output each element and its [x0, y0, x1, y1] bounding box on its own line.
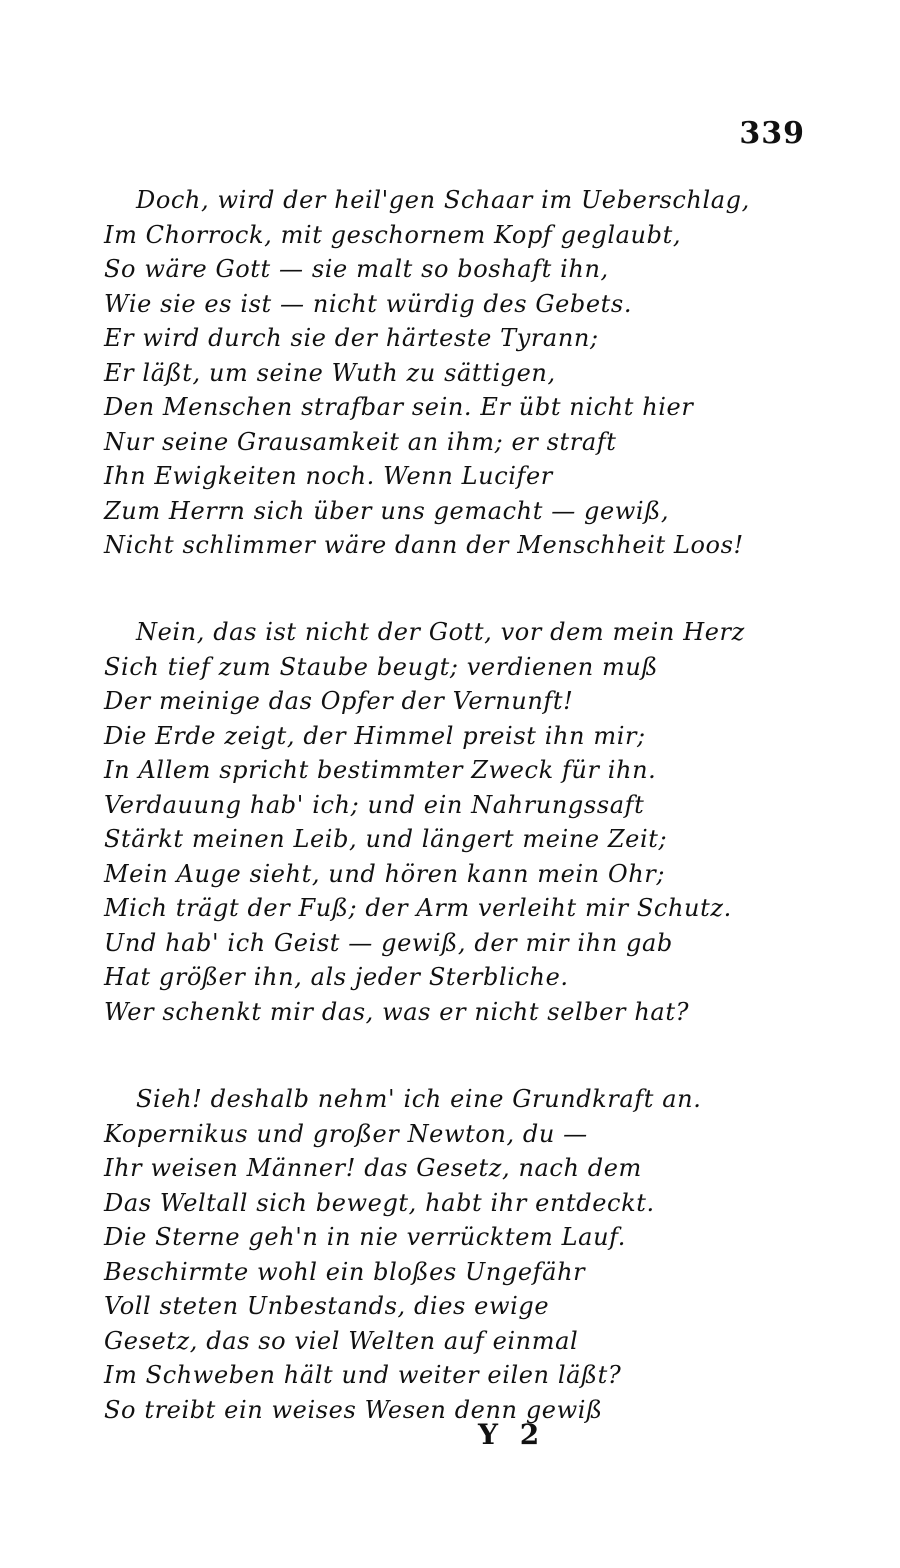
verse-line: Verdauung hab' ich; und ein Nahrungssaft — [104, 790, 645, 819]
verse-line: Voll steten Unbestands, dies ewige — [104, 1292, 550, 1320]
verse-line: Sich tief zum Staube beugt; verdienen muß — [104, 652, 659, 681]
verse-line: Nur seine Grausamkeit an ihm; er straft — [104, 427, 617, 456]
verse-line: Und hab' ich Geist — gewiß, der mir ihn gab — [104, 928, 673, 957]
stanza-1 — [104, 183, 824, 563]
verse-line: So treibt ein weises Wesen denn gewiß — [104, 1395, 603, 1424]
verse-line: Im Schweben hält und weiter eilen läßt? — [104, 1361, 622, 1389]
verse-line: Kopernikus und großer Newton, du — — [104, 1119, 588, 1148]
verse-line: Der meinige das Opfer der Vernunft! — [104, 687, 574, 715]
verse-line: Mein Auge sieht, und hören kann mein Ohr; — [104, 859, 666, 888]
verse-line: Ihr weisen Männer! das Gesetz, nach dem — [104, 1154, 642, 1182]
verse-line: Sieh! deshalb nehm' ich eine Grundkraft an. — [136, 1085, 702, 1113]
stanza-2 — [104, 615, 824, 1029]
signature-mark: Y 2 — [478, 1418, 546, 1451]
verse-line: Doch, wird der heil'gen Schaar im Ueberschlag, — [136, 186, 750, 214]
verse-line: So wäre Gott — sie malt so boshaft ihn, — [104, 255, 609, 283]
verse-line: Das Weltall sich bewegt, habt ihr entdeckt. — [104, 1188, 655, 1217]
verse-line: Ihn Ewigkeiten noch. Wenn Lucifer — [104, 462, 553, 490]
verse-line: Die Sterne geh'n in nie verrücktem Lauf. — [104, 1223, 626, 1251]
verse-line: Den Menschen strafbar sein. Er übt nicht hier — [104, 393, 694, 421]
verse-line: Hat größer ihn, als jeder Sterbliche. — [104, 963, 569, 991]
verse-line: Die Erde zeigt, der Himmel preist ihn mir; — [104, 721, 646, 750]
verse-line: Gesetz, das so viel Welten auf einmal — [104, 1326, 579, 1355]
verse-line: In Allem spricht bestimmter Zweck für ihn. — [104, 756, 657, 784]
verse-line: Mich trägt der Fuß; der Arm verleiht mir Schutz. — [104, 894, 732, 922]
verse-line: Im Chorrock, mit geschornem Kopf geglaubt, — [104, 220, 682, 249]
verse-line: Nicht schlimmer wäre dann der Menschheit Loos! — [104, 531, 744, 559]
verse-line: Zum Herrn sich über uns gemacht — gewiß, — [104, 496, 670, 525]
verse-line: Wer schenkt mir das, was er nicht selber hat? — [104, 997, 690, 1026]
stanza-3 — [104, 1082, 824, 1427]
page-number: 339 — [739, 116, 805, 151]
verse-line: Wie sie es ist — nicht würdig des Gebets. — [104, 289, 633, 318]
verse-line: Er wird durch sie der härteste Tyrann; — [104, 324, 599, 352]
verse-line: Stärkt meinen Leib, und längert meine Zeit; — [104, 825, 668, 853]
verse-line: Er läßt, um seine Wuth zu sättigen, — [104, 358, 556, 387]
verse-line: Beschirmte wohl ein bloßes Ungefähr — [104, 1257, 586, 1286]
verse-line: Nein, das ist nicht der Gott, vor dem mein Herz — [136, 618, 745, 646]
